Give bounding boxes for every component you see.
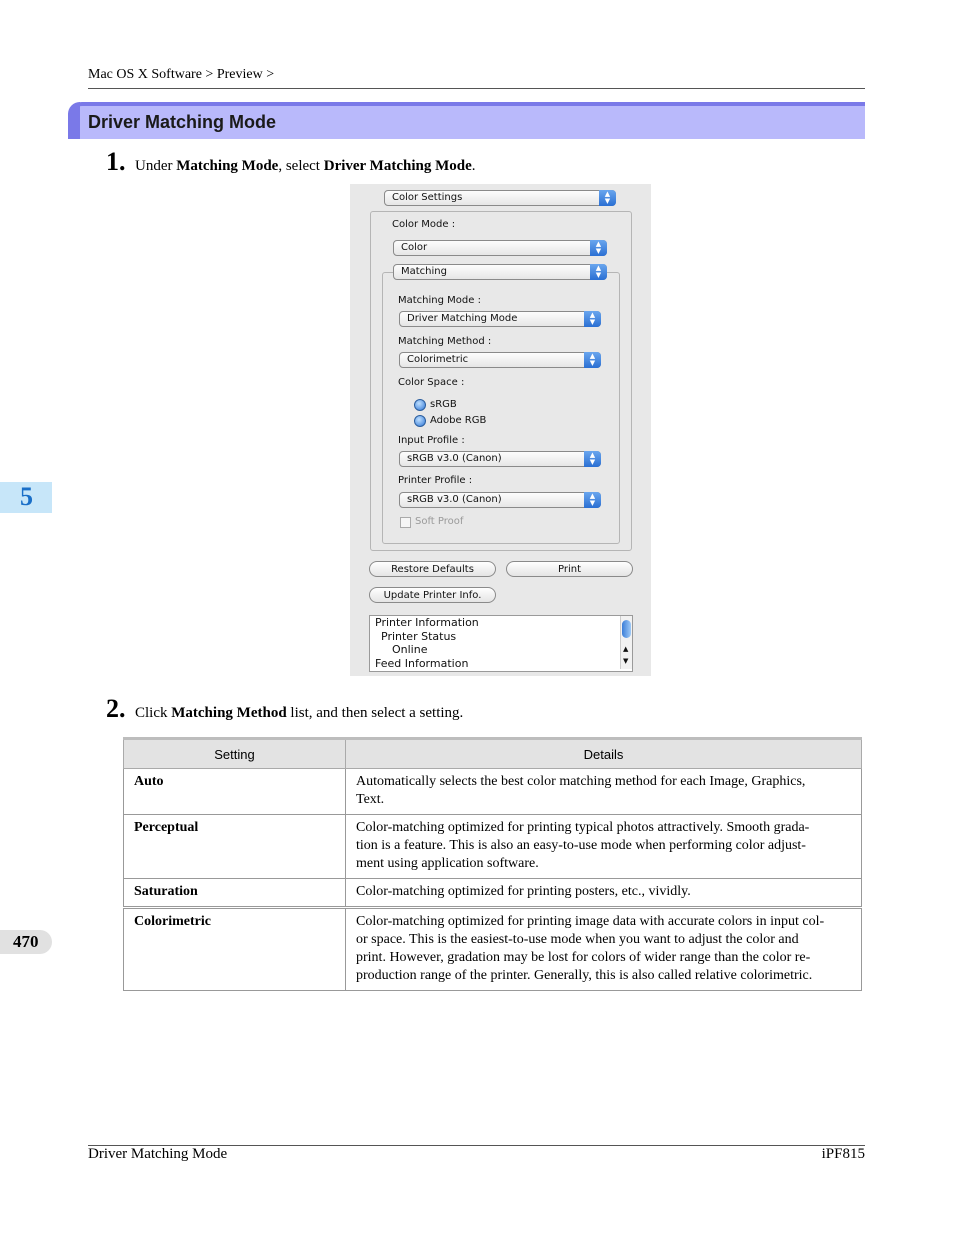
popup-arrows-icon: ▲ ▼ (590, 240, 607, 256)
step-2 (106, 694, 126, 724)
color-mode-label: Color Mode : (392, 219, 456, 230)
step-1-number: 1. (106, 147, 126, 176)
popup-arrows-icon: ▲ ▼ (590, 264, 607, 280)
color-mode-popup[interactable] (393, 240, 607, 256)
color-space-label: Color Space : (398, 377, 465, 388)
matching-mode-value: Driver Matching Mode (407, 313, 518, 324)
matching-method-table (123, 737, 862, 991)
scroll-up-icon[interactable]: ▲ (623, 645, 629, 653)
matching-tab-popup[interactable] (393, 264, 607, 280)
matching-method-popup[interactable] (399, 352, 601, 368)
printer-info-list[interactable] (369, 615, 633, 672)
adobe-rgb-radio[interactable] (414, 415, 426, 427)
info-line: Online (392, 643, 428, 656)
footer-title: Driver Matching Mode (88, 1146, 228, 1162)
details-cell (346, 908, 862, 991)
restore-defaults-button[interactable]: Restore Defaults (369, 561, 496, 577)
soft-proof-label: Soft Proof (415, 516, 464, 527)
color-settings-label: Color Settings (392, 192, 463, 203)
setting-cell: Perceptual (124, 815, 346, 879)
matching-mode-label: Matching Mode : (398, 295, 481, 306)
popup-arrows-icon: ▲ ▼ (584, 451, 601, 467)
step-2-bold: Matching Method (171, 705, 287, 721)
step-1-pre: Under (135, 158, 177, 174)
table-row (124, 879, 862, 908)
scroll-down-icon[interactable]: ▼ (623, 657, 629, 665)
step-2-number: 2. (106, 694, 126, 723)
step-1-post: . (471, 158, 476, 174)
step-2-text (135, 705, 463, 722)
table-header-row (124, 739, 862, 769)
header-rule (88, 88, 865, 89)
details-line: Color-matching optimized for printing image data with accurate colors in input col- (356, 914, 825, 929)
input-profile-value: sRGB v3.0 (Canon) (407, 453, 502, 464)
scroll-thumb[interactable] (622, 620, 631, 638)
matching-method-value: Colorimetric (407, 354, 469, 365)
details-line: print. However, gradation may be lost for colors of wider range than the color re- (356, 950, 811, 965)
details-cell (346, 815, 862, 879)
step-1-mid: , select (278, 158, 324, 174)
printer-profile-popup[interactable] (399, 492, 601, 508)
srgb-label: sRGB (430, 399, 457, 410)
color-settings-popup[interactable] (384, 190, 616, 206)
step-1-bold-1: Matching Mode (176, 158, 279, 174)
popup-arrows-icon: ▲ ▼ (584, 311, 601, 327)
adobe-rgb-label: Adobe RGB (430, 415, 487, 426)
table-row (124, 815, 862, 879)
details-cell (346, 879, 862, 908)
color-settings-dialog (350, 184, 651, 676)
input-profile-popup[interactable] (399, 451, 601, 467)
popup-arrows-icon: ▲ ▼ (599, 190, 616, 206)
popup-arrows-icon: ▲ ▼ (584, 352, 601, 368)
color-mode-value: Color (401, 242, 428, 253)
section-header-accent (68, 102, 80, 139)
step-1 (106, 147, 126, 177)
setting-cell: Saturation (124, 879, 346, 908)
footer-model: iPF815 (821, 1146, 865, 1162)
matching-method-label: Matching Method : (398, 336, 492, 347)
soft-proof-checkbox[interactable] (400, 517, 411, 528)
step-1-bold-2: Driver Matching Mode (323, 158, 472, 174)
details-line: ment using application software. (356, 856, 539, 871)
section-title: Driver Matching Mode (88, 112, 277, 132)
breadcrumb: Mac OS X Software > Preview > (88, 67, 275, 82)
setting-cell: Auto (124, 769, 346, 815)
popup-arrows-icon: ▲ ▼ (584, 492, 601, 508)
page-number: 470 (13, 932, 39, 951)
printer-profile-value: sRGB v3.0 (Canon) (407, 494, 502, 505)
table-row (124, 908, 862, 991)
matching-mode-popup[interactable] (399, 311, 601, 327)
details-line: or space. This is the easiest-to-use mode when you want to adjust the color and (356, 932, 799, 947)
info-line: Printer Status (381, 630, 457, 643)
info-line: Printer Information (375, 616, 479, 629)
info-scrollbar[interactable] (620, 616, 632, 669)
step-2-pre: Click (135, 705, 172, 721)
details-line: tion is a feature. This is also an easy-to-use mode when performing color adjust- (356, 838, 806, 853)
update-printer-info-button[interactable]: Update Printer Info. (369, 587, 496, 603)
input-profile-label: Input Profile : (398, 435, 465, 446)
details-line: Color-matching optimized for printing typical photos attractively. Smooth grada- (356, 820, 810, 835)
details-line: Color-matching optimized for printing posters, etc., vividly. (356, 884, 691, 899)
details-cell (346, 769, 862, 815)
info-line: Feed Information (375, 657, 469, 670)
header-setting: Setting (124, 739, 346, 769)
srgb-radio[interactable] (414, 399, 426, 411)
table-row (124, 769, 862, 815)
details-line: Text. (356, 792, 385, 807)
details-line: Automatically selects the best color matching method for each Image, Graphics, (356, 774, 806, 789)
print-button[interactable]: Print (506, 561, 633, 577)
chapter-number: 5 (20, 482, 33, 511)
printer-profile-label: Printer Profile : (398, 475, 473, 486)
step-1-text (135, 158, 476, 175)
setting-cell: Colorimetric (124, 908, 346, 991)
details-line: production range of the printer. Generally, this is also called relative colorimetric. (356, 968, 813, 983)
matching-tab-label: Matching (401, 266, 447, 277)
step-2-post: list, and then select a setting. (286, 705, 464, 721)
header-details: Details (346, 739, 862, 769)
